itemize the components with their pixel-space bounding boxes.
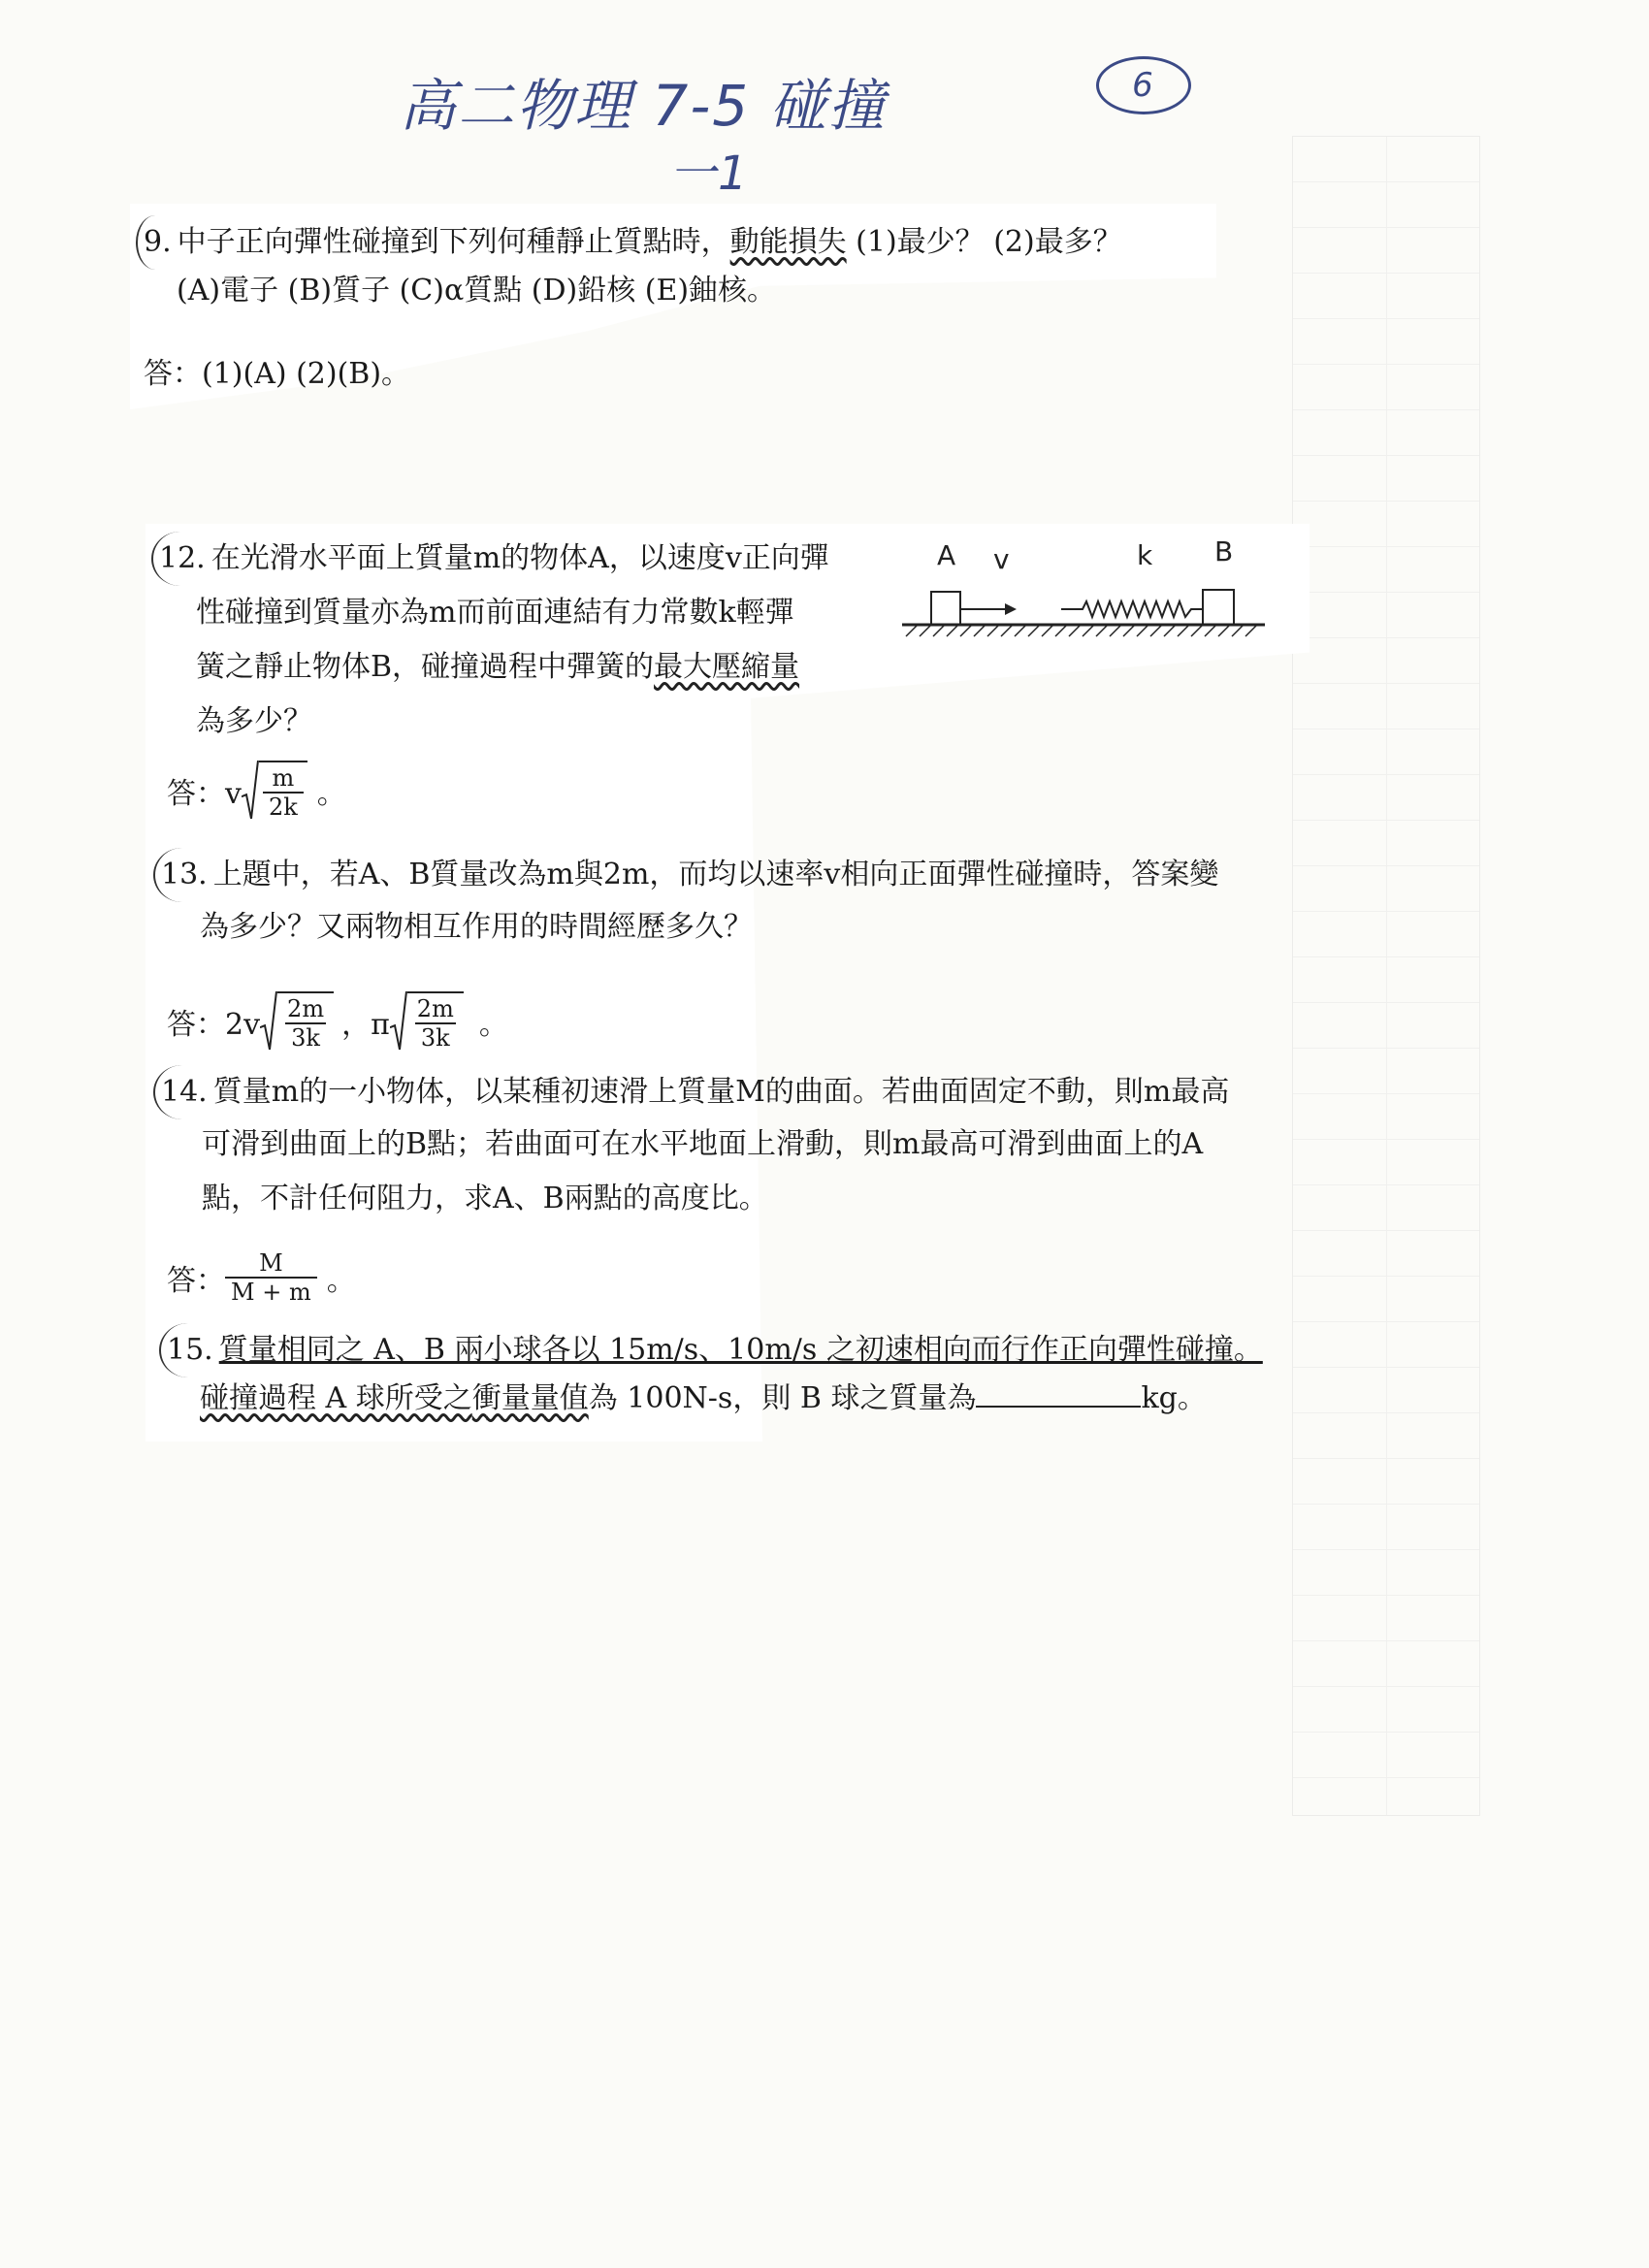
question-number: 9. <box>136 215 176 270</box>
question-number: 15. <box>159 1323 217 1377</box>
diagram-label-b: B <box>1214 535 1234 567</box>
question-text: 碰撞過程 A 球所受之 <box>200 1381 472 1415</box>
fraction-denominator: 3k <box>415 1022 456 1052</box>
spring-collision-diagram <box>896 532 1284 658</box>
ground-hatching <box>906 625 1257 636</box>
question-12-line: 為多少？ <box>196 704 312 738</box>
answer-12 <box>167 761 346 821</box>
fraction-numerator: M <box>259 1249 283 1277</box>
question-text: 簧之靜止物体B，碰撞過程中彈簧的 <box>196 650 655 684</box>
answer-prefix: 答：v <box>167 777 242 811</box>
diagram-label-a: A <box>937 539 956 571</box>
question-text: 在光滑水平面上質量m的物体A，以速度v正向彈 <box>210 541 829 575</box>
question-13-line: 為多少？又兩物相互作用的時間經歷多久？ <box>200 910 753 944</box>
question-12-line: 性碰撞到質量亦為m而前面連結有力常數k輕彈 <box>196 596 794 630</box>
question-emphasis: 動能損失 <box>729 225 847 259</box>
sqrt-expression <box>390 991 464 1052</box>
diagram-label-k: k <box>1137 539 1153 571</box>
sqrt-expression <box>260 991 334 1052</box>
diagram-label-v: v <box>993 543 1010 575</box>
question-number: 12. <box>151 532 210 586</box>
answer-suffix: 。 <box>478 1008 508 1042</box>
answer-prefix: 答： <box>167 1264 225 1298</box>
question-text: 為 100N-s，則 B 球之質量為 <box>588 1381 977 1415</box>
question-text: 上題中，若A、B質量改為m與2m，而均以速率v相向正面彈性碰撞時，答案變 <box>212 858 1219 891</box>
spring <box>1061 601 1203 617</box>
answer-blank <box>976 1377 1141 1408</box>
question-12-line <box>196 640 799 695</box>
question-14-line: 點，不計任何阻力，求A、B兩點的高度比。 <box>202 1182 768 1215</box>
fraction-denominator: 3k <box>285 1022 326 1052</box>
question-9 <box>136 215 1122 270</box>
handwritten-mark: 一1 <box>669 146 750 201</box>
fraction-numerator: 2m <box>287 995 325 1022</box>
answer-14 <box>167 1249 356 1306</box>
answer-13 <box>167 991 508 1052</box>
question-9-options: (A)電子 (B)質子 (C)α質點 (D)鉛核 (E)鈾核。 <box>177 274 777 308</box>
handwritten-title: 高二物理 7-5 碰撞 <box>400 73 887 139</box>
question-emphasis: 最大壓縮量 <box>654 650 800 684</box>
fraction-denominator: 2k <box>263 792 304 821</box>
question-text: kg。 <box>1141 1381 1207 1415</box>
answer-9: 答：(1)(A) (2)(B)。 <box>144 357 411 391</box>
fraction-denominator: M + m <box>225 1277 317 1306</box>
block-a <box>931 592 960 625</box>
question-emphasis: 衝量量值 <box>471 1381 589 1415</box>
fraction-numerator: 2m <box>416 995 454 1022</box>
fraction-numerator: m <box>272 764 295 792</box>
question-text: 質量相同之 A、B 兩小球各以 15m/s、10m/s 之初速相向而行作正向彈性碰撞。 <box>218 1333 1263 1367</box>
question-15 <box>159 1323 1263 1377</box>
question-13 <box>153 848 1218 902</box>
question-15-line <box>200 1372 1207 1426</box>
question-number: 13. <box>153 848 211 902</box>
ghost-table <box>1292 136 1480 1816</box>
answer-prefix: 答：2v <box>167 1008 261 1042</box>
answer-middle: ，π <box>341 1008 390 1042</box>
question-12 <box>151 532 829 586</box>
question-14 <box>153 1065 1229 1119</box>
answer-suffix: 。 <box>316 777 346 811</box>
sqrt-expression <box>242 761 307 821</box>
page-number-circle: 6 <box>1096 56 1191 114</box>
question-text: 質量m的一小物体，以某種初速滑上質量M的曲面。若曲面固定不動，則m最高 <box>212 1075 1230 1109</box>
fraction <box>225 1249 317 1306</box>
question-number: 14. <box>153 1065 211 1119</box>
question-text: (1)最少？ (2)最多？ <box>856 225 1122 259</box>
question-14-line: 可滑到曲面上的B點；若曲面可在水平地面上滑動，則m最高可滑到曲面上的A <box>202 1127 1204 1161</box>
question-text: 中子正向彈性碰撞到下列何種靜止質點時， <box>177 225 730 259</box>
arrow-head <box>1005 603 1017 615</box>
answer-suffix: 。 <box>326 1264 356 1298</box>
block-b <box>1203 590 1234 625</box>
